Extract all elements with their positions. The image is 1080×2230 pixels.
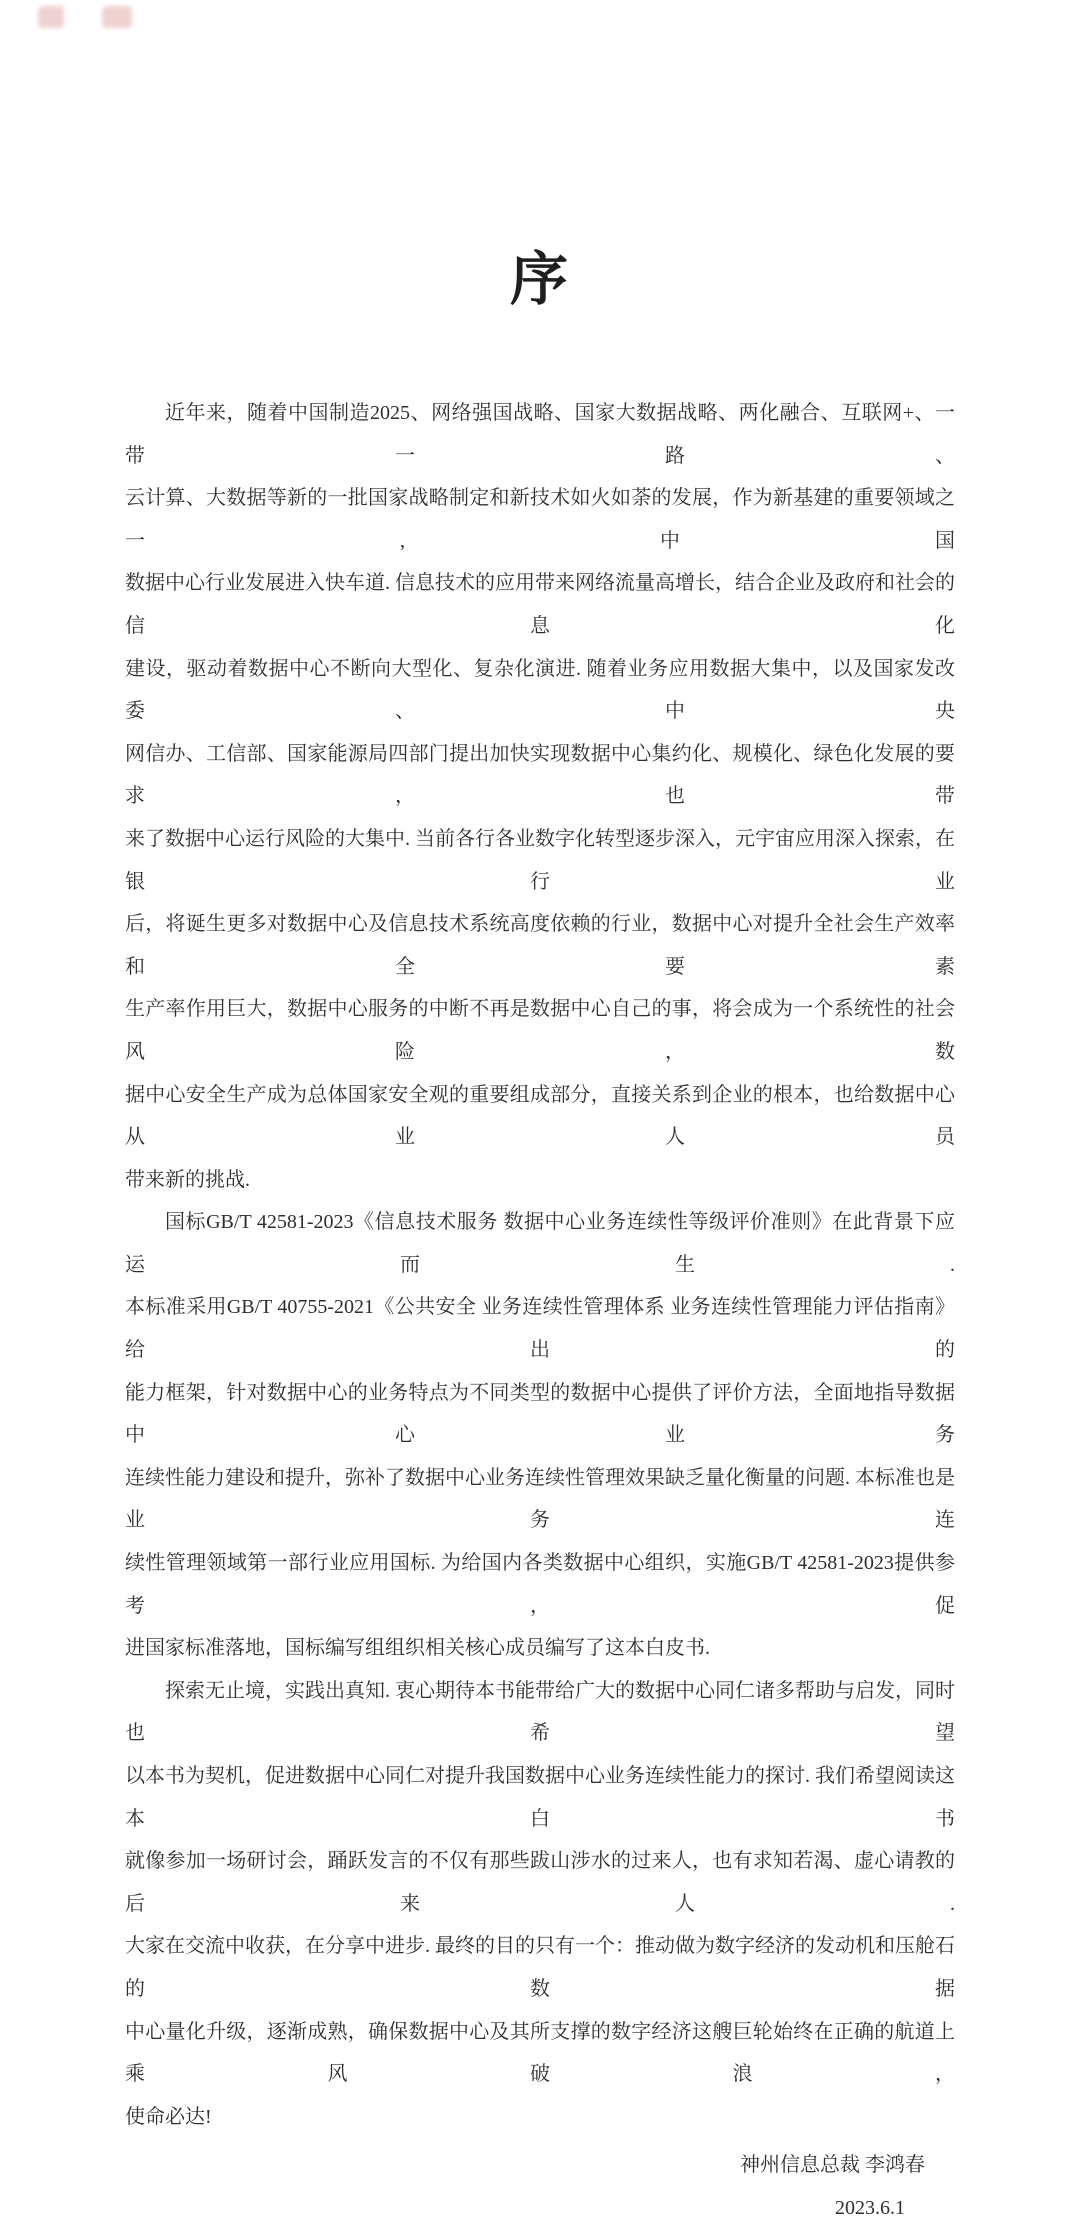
watermark-mark-icon (38, 6, 64, 28)
text-line: 近年来，随着中国制造2025、网络强国战略、国家大数据战略、两化融合、互联网+、一带一路、 (125, 402, 955, 467)
text-line: 数据中心行业发展进入快车道. 信息技术的应用带来网络流量高增长，结合企业及政府和社会的信息化 (125, 572, 955, 637)
text-line: 据中心安全生产成为总体国家安全观的重要组成部分，直接关系到企业的根本，也给数据中心从业人员 (125, 1083, 955, 1149)
text-line: 进国家标准落地，国标编写组组织相关核心成员编写了这本白皮书. (125, 1637, 710, 1660)
text-line: 云计算、大数据等新的一批国家战略制定和新技术如火如荼的发展，作为新基建的重要领域之一,中国 (125, 487, 955, 552)
text-line: 网信办、工信部、国家能源局四部门提出加快实现数据中心集约化、规模化、绿色化发展的要求，也带 (125, 742, 955, 808)
corner-watermark (38, 4, 148, 34)
signature-date: 2023.6.1 (835, 2196, 905, 2219)
text-line: 生产率作用巨大，数据中心服务的中断不再是数据中心自己的事，将会成为一个系统性的社会风险，数 (125, 998, 955, 1063)
text-line: 后，将诞生更多对数据中心及信息技术系统高度依赖的行业，数据中心对提升全社会生产效率和全要素 (125, 913, 955, 978)
text-line: 能力框架，针对数据中心的业务特点为不同类型的数据中心提供了评价方法，全面地指导数据中心业务 (125, 1381, 955, 1447)
text-line: 中心量化升级，逐渐成熟，确保数据中心及其所支撑的数字经济这艘巨轮始终在正确的航道上乘风破浪， (125, 2020, 955, 2086)
text-line: 带来新的挑战. (125, 1168, 250, 1191)
text-line: 使命必达! (125, 2105, 212, 2128)
text-line: 国标GB/T 42581-2023《信息技术服务 数据中心业务连续性等级评价准则》在此背景下应运而生. (125, 1211, 955, 1276)
text-line: 建设，驱动着数据中心不断向大型化、复杂化演进. 随着业务应用数据大集中，以及国家发改委、中央 (125, 657, 955, 723)
watermark-mark-icon (102, 6, 132, 28)
text-line: 连续性能力建设和提升，弥补了数据中心业务连续性管理效果缺乏量化衡量的问题. 本标准也是业务连 (125, 1466, 955, 1532)
signature-name: 神州信息总裁 李鸿春 (740, 2154, 925, 2177)
text-line: 探索无止境，实践出真知. 衷心期待本书能带给广大的数据中心同仁诸多帮助与启发，同时也希望 (125, 1679, 955, 1745)
text-line: 就像参加一场研讨会，踊跃发言的不仅有那些跋山涉水的过来人，也有求知若渴、虚心请教的后来人. (125, 1850, 955, 1915)
text-line: 以本书为契机，促进数据中心同仁对提升我国数据中心业务连续性能力的探讨. 我们希望阅读这本白书 (125, 1765, 955, 1830)
text-line: 来了数据中心运行风险的大集中. 当前各行各业数字化转型逐步深入，元宇宙应用深入探索，在银行业 (125, 827, 955, 893)
text-line: 大家在交流中收获，在分享中进步. 最终的目的只有一个：推动做为数字经济的发动机和压舱石的数据 (125, 1935, 955, 2000)
text-line: 本标准采用GB/T 40755-2021《公共安全 业务连续性管理体系 业务连续性管理能力评估指南》给出的 (125, 1296, 955, 1362)
page-title: 序 (509, 247, 570, 312)
preface-body (125, 392, 955, 2138)
text-line: 续性管理领域第一部行业应用国标. 为给国内各类数据中心组织，实施GB/T 42581-2023提供参考，促 (125, 1552, 955, 1617)
